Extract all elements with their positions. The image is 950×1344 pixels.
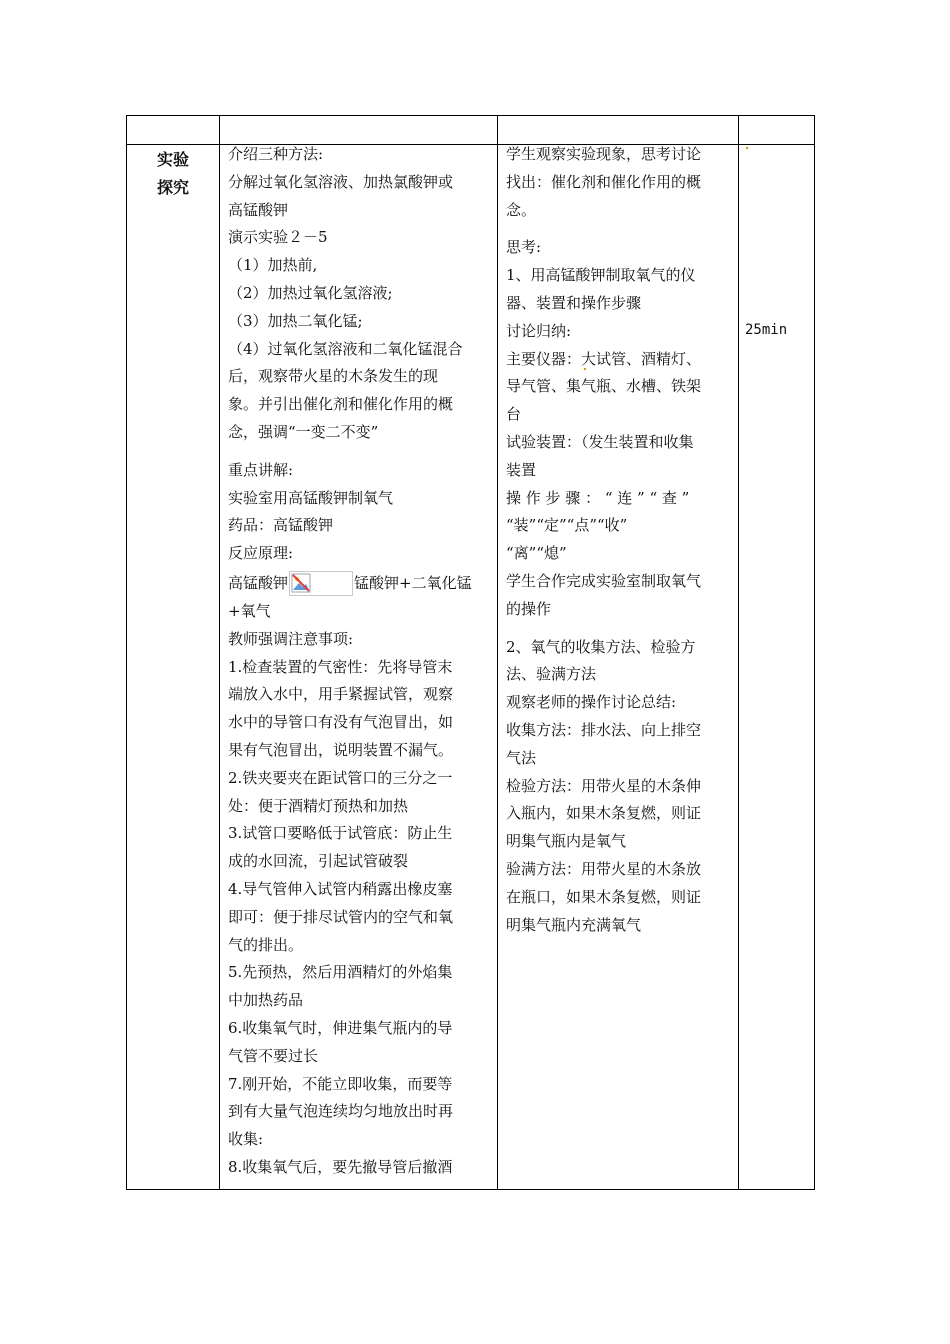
text-line: 观察老师的操作讨论总结: xyxy=(506,693,677,712)
reactant-text: 高锰酸钾 xyxy=(228,573,289,592)
text-line: 导气管、集气瓶、水槽、铁架 xyxy=(506,377,702,396)
text-line: 演示实验２－5 xyxy=(228,228,328,247)
text-line: 7.刚开始，不能立即收集，而要等 xyxy=(228,1074,453,1093)
table-col-divider-3 xyxy=(738,115,739,1190)
text-line: 台 xyxy=(506,405,522,424)
text-line: 8.收集氧气后，要先撤导管后撤酒 xyxy=(228,1157,453,1176)
text-line: 的操作 xyxy=(506,599,552,618)
text-line: 气的排出。 xyxy=(228,935,304,954)
text-line: 操 作 步 骤 ： “ 连 ” “ 查 ” xyxy=(506,488,690,507)
text-line: 3.试管口要略低于试管底：防止生 xyxy=(228,824,453,843)
text-line: 到有大量气泡连续均匀地放出时再 xyxy=(228,1102,454,1121)
text-line: 主要仪器：大试管、酒精灯、 xyxy=(506,349,702,368)
broken-image-icon xyxy=(289,571,353,596)
text-line: 4.导气管伸入试管内稍露出橡皮塞 xyxy=(228,879,453,898)
text-line: 念，强调“一变二不变” xyxy=(228,422,379,441)
text-line: 反应原理: xyxy=(228,544,294,563)
text-line: 明集气瓶内是氧气 xyxy=(506,832,627,851)
text-line: 试验装置：（发生装置和收集 xyxy=(506,432,694,451)
text-line: 药品：高锰酸钾 xyxy=(228,516,334,535)
text-line: 检验方法：用带火星的木条伸 xyxy=(506,776,702,795)
table-border-right xyxy=(814,115,815,1190)
student-activity-cell xyxy=(506,141,734,939)
text-line: 处：便于酒精灯预热和加热 xyxy=(228,796,409,815)
text-line: 水中的导管口有没有气泡冒出，如 xyxy=(228,713,454,732)
section-label-line: 探究 xyxy=(156,178,189,197)
section-label xyxy=(127,146,219,202)
reaction-equation-cont: +氧气 xyxy=(228,601,271,620)
text-line: 收集方法：排水法、向上排空 xyxy=(506,720,702,739)
time-allotment: 25min xyxy=(745,322,788,338)
student-think-block xyxy=(506,234,734,623)
table-border-bottom xyxy=(126,1189,815,1190)
student-collect-block xyxy=(506,634,734,940)
text-line: 器、装置和操作步骤 xyxy=(506,293,642,312)
table-border-top xyxy=(126,115,815,116)
text-line: 气管不要过长 xyxy=(228,1046,319,1065)
text-line: 气法 xyxy=(506,748,537,767)
text-line: 法、验满方法 xyxy=(506,665,597,684)
table-col-divider-2 xyxy=(497,115,498,1190)
text-line: 介绍三种方法: xyxy=(228,145,324,163)
text-line: 象。并引出催化剂和催化作用的概 xyxy=(228,395,454,414)
time-cell xyxy=(745,317,813,345)
teacher-activity-cell xyxy=(228,141,492,1182)
key-points-block xyxy=(228,457,492,626)
text-line: 果有气泡冒出，说明装置不漏气。 xyxy=(228,740,454,759)
text-line: 教师强调注意事项: xyxy=(228,629,354,648)
text-line: 1、用高锰酸钾制取氧气的仪 xyxy=(506,266,696,285)
text-line: 思考: xyxy=(506,238,542,257)
text-line: 验满方法：用带火星的木条放 xyxy=(506,859,702,878)
text-line: 收集: xyxy=(228,1130,264,1149)
text-line: （1）加热前, xyxy=(228,256,318,275)
text-line: “离”“熄” xyxy=(506,544,567,563)
text-line: （3）加热二氧化锰; xyxy=(228,311,363,330)
text-line: 重点讲解: xyxy=(228,460,294,479)
table-border-left xyxy=(126,115,127,1190)
text-line: （4）过氧化氢溶液和二氧化锰混合 xyxy=(228,339,463,358)
text-line: 学生观察实验现象，思考讨论 xyxy=(506,145,702,163)
text-line: 学生合作完成实验室制取氧气 xyxy=(506,571,702,590)
table-col-divider-1 xyxy=(219,115,220,1190)
text-line: 实验室用高锰酸钾制氧气 xyxy=(228,488,394,507)
text-line: 6.收集氧气时，伸进集气瓶内的导 xyxy=(228,1018,453,1037)
text-line: 端放入水中，用手紧握试管，观察 xyxy=(228,685,454,704)
text-line: 在瓶口，如果木条复燃，则证 xyxy=(506,887,702,906)
text-line: 中加热药品 xyxy=(228,991,304,1010)
text-line: 后，观察带火星的木条发生的现 xyxy=(228,367,439,386)
text-line: 装置 xyxy=(506,460,537,479)
text-line: 1.检查装置的气密性：先将导管末 xyxy=(228,657,453,676)
text-line: “装”“定”“点”“收” xyxy=(506,516,628,535)
products-text: 锰酸钾+二氧化锰 xyxy=(354,573,472,592)
stray-mark xyxy=(746,147,748,149)
text-line: 入瓶内，如果木条复燃，则证 xyxy=(506,804,702,823)
text-line: 明集气瓶内充满氧气 xyxy=(506,915,642,934)
text-line: 成的水回流，引起试管破裂 xyxy=(228,852,409,871)
text-line: 高锰酸钾 xyxy=(228,200,289,219)
reaction-equation xyxy=(228,568,492,598)
text-line: （2）加热过氧化氢溶液; xyxy=(228,283,393,302)
section-label-line: 实验 xyxy=(156,150,189,169)
text-line: 讨论归纳: xyxy=(506,321,572,340)
text-line: 2.铁夹要夹在距试管口的三分之一 xyxy=(228,768,453,787)
text-line: 找出：催化剂和催化作用的概 xyxy=(506,172,702,191)
text-line: 即可：便于排尽试管内的空气和氧 xyxy=(228,907,454,926)
text-line: 5.先预热，然后用酒精灯的外焰集 xyxy=(228,963,453,982)
student-observe-block xyxy=(506,141,734,224)
teacher-intro-block xyxy=(228,141,492,447)
text-line: 念。 xyxy=(506,200,537,219)
text-line: 2、氧气的收集方法、检验方 xyxy=(506,637,696,656)
precautions-block xyxy=(228,626,492,1182)
text-line: 分解过氧化氢溶液、加热氯酸钾或 xyxy=(228,172,454,191)
